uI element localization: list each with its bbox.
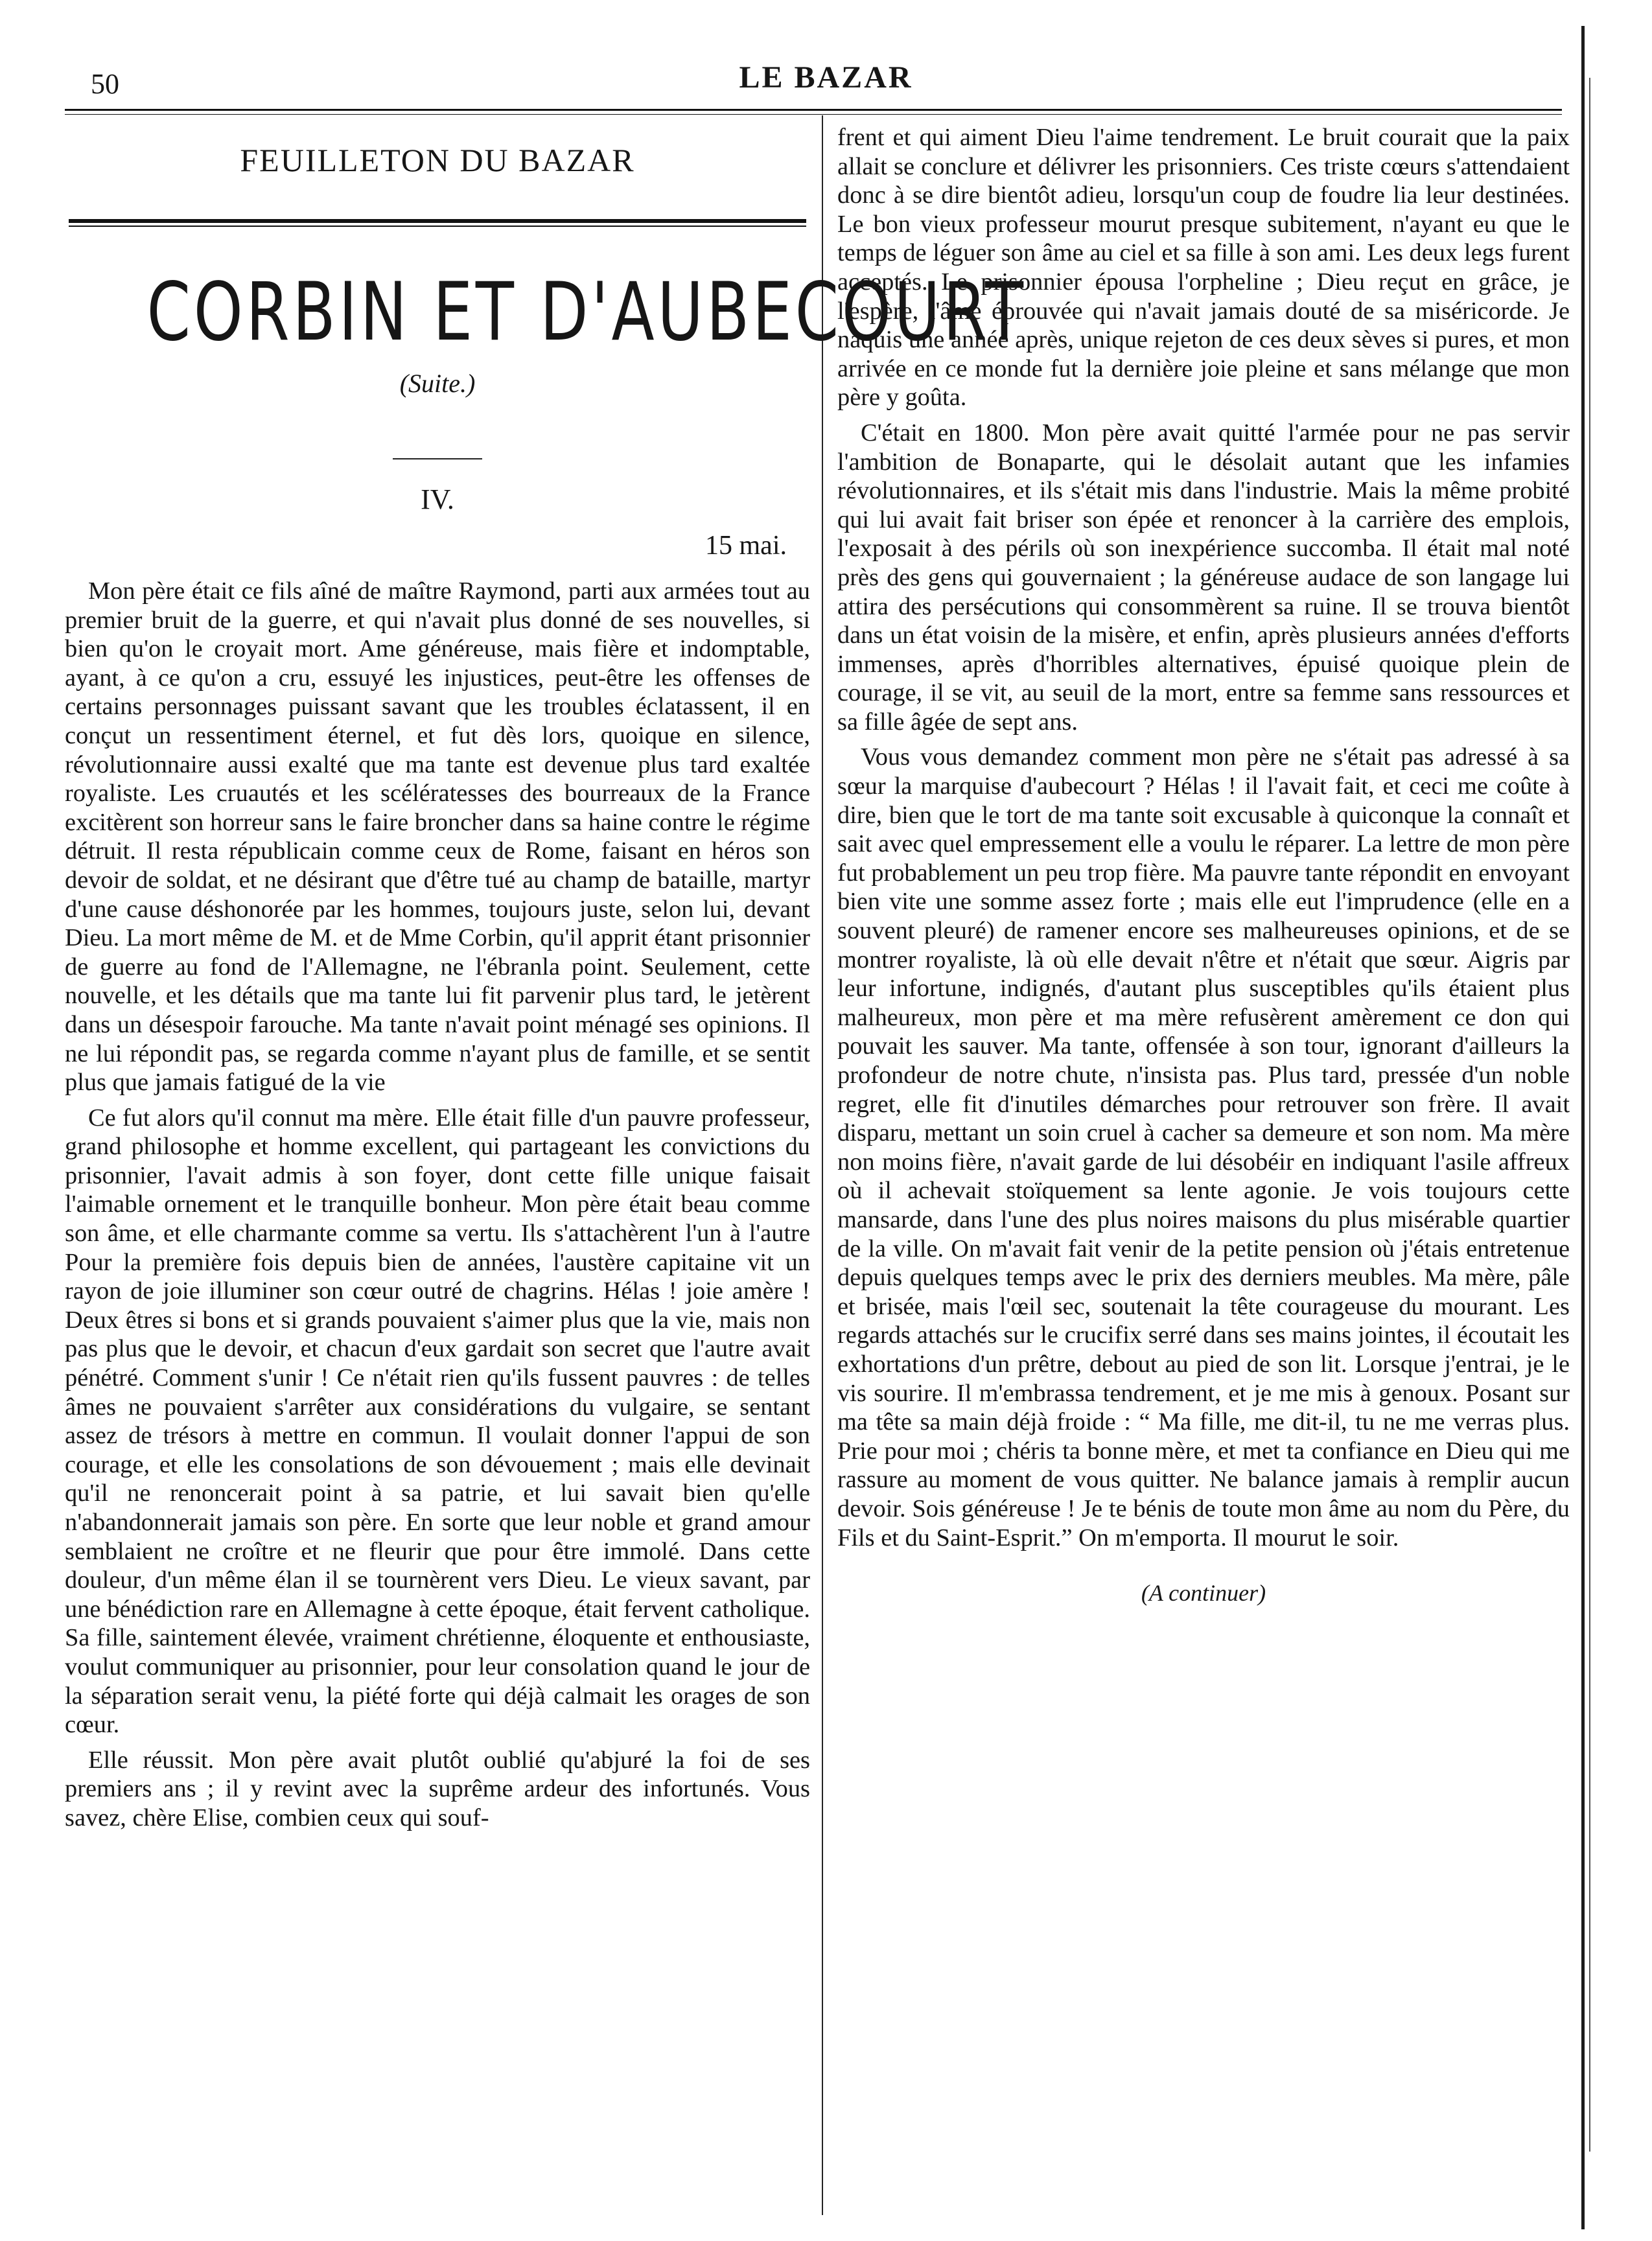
section-rule: [69, 219, 806, 227]
chapter-rule: [393, 458, 482, 459]
paragraph: C'était en 1800. Mon père avait quitté l'armée pour ne pas servir l'ambition de Bonaparte, qui le désolait autant que les infamies révolutionnaires, et ils s'était mis dans l'industrie. Mais la même probité qui lui avait fait briser son épée et renoncer à la carrière des emplois, l'exposait à des périls où son inexpérience succomba. Il était mal noté près des gens qui gouvernaient ; la généreuse audace de son langage lui attira des persécutions qui consommèrent sa ruine. Il se trouva bientôt dans un état voisin de la misère, et enfin, après plusieurs années d'efforts immenses, après d'horribles alternatives, épuisé quoique plein de courage, il se vit, au seuil de la mort, entre sa femme sans ressources et sa fille âgée de sept ans.: [837, 419, 1570, 736]
feuilleton-heading: FEUILLETON DU BAZAR: [240, 142, 635, 178]
left-body: [65, 577, 810, 1833]
chapter-number: IV.: [421, 483, 454, 515]
left-column: [65, 123, 1027, 1833]
page-number: 50: [91, 68, 119, 100]
binding-edge-shadow: [1589, 78, 1590, 2152]
paragraph: frent et qui aiment Dieu l'aime tendrement. Le bruit courait que la paix allait se conclure et délivrer les prisonniers. Ces triste cœurs s'attendaient donc à se dire bientôt adieu, lorsqu'un coup de foudre lia leur destinées. Le bon vieux professeur mourut presque subitement, n'ayant eu que le temps de léguer son âme au ciel et sa fille à son ami. Les deux legs furent acceptés. Le prisonnier épousa l'orpheline ; Dieu reçut en grâce, je l'espère, l'âme éprouvée qui n'avait jamais douté de sa miséricorde. Je naquis une année après, unique rejeton de ces deux sèves si pures, et mon arrivée en ce monde fut la dernière joie pleine et sans mélange que mon père y goûta.: [837, 124, 1570, 412]
novel-title: CORBIN ET D'AUBECOURT: [146, 266, 1027, 359]
column-divider: [822, 115, 823, 2215]
subtitle: (Suite.): [399, 369, 476, 398]
date-line: 15 mai.: [705, 531, 787, 561]
paragraph: Ce fut alors qu'il connut ma mère. Elle était fille d'un pauvre professeur, grand philosophe et homme excellent, qui partageant les convictions du prisonnier, l'avait admis à son foyer, dont cette fille unique faisait l'aimable ornement et le tranquille bonheur. Mon père était beau comme son âme, et elle charmante comme sa vertu. Ils s'attachèrent l'un à l'autre Pour la première fois depuis bien de années, l'austère capitaine vit un rayon de joie illuminer son cœur outré de chagrins. Hélas ! joie amère ! Deux êtres si bons et si grands pouvaient s'aimer plus que la vie, mais non pas plus que le devoir, et chacun d'eux gardait son secret que l'autre avait pénétré. Comment s'unir ! Ce n'était rien qu'ils fussent pauvres : de telles âmes ne pouvaient s'arrêter aux considérations du vulgaire, se sentant assez de trésors à mettre en commun. Il voulait donner l'appui de son courage, et elle les consolations de son dévouement ; mais elle devinait qu'il ne renoncerait point à sa patrie, et lui savait bien qu'elle n'abandonnerait jamais son père. En sorte que leur noble et grand amour semblaient ne croître et ne fleurir que pour être immolé. Dans cette douleur, d'un même élan il se tournèrent vers Dieu. Le vieux savant, par une bénédiction rare en Allemagne à cette époque, était fervent catholique. Sa fille, saintement élevée, vraiment chrétienne, éloquente et enthousiaste, voulut communiquer au prisonnier, pour leur consolation quand le jour de la séparation serait venu, la piété forte qui déjà calmait les orages de son cœur.: [65, 1104, 810, 1739]
paragraph: Mon père était ce fils aîné de maître Raymond, parti aux armées tout au premier bruit de la guerre, et qui n'avait plus donné de ses nouvelles, si bien qu'on le croyait mort. Ame généreuse, mais fière et indomptable, ayant, à ce qu'on a cru, essuyé les injustices, peut-être les offenses de certains personnages puissant savant que les troubles éclatassent, il en conçut un ressentiment éternel, et fut dès lors, quoique en silence, révolutionnaire aussi exalté que ma tante est devenue plus tard exaltée royaliste. Les cruautés et les scélératesses des bourreaux de la France excitèrent son horreur sans le faire broncher dans sa haine contre le régime détruit. Il resta républicain comme ceux de Rome, faisant en héros son devoir de soldat, et ne désirant que d'être tué au champ de bataille, martyr d'une cause déshonorée par les hommes, toujours juste, selon lui, devant Dieu. La mort même de M. et de Mme Corbin, qu'il apprit étant prisonnier de guerre au fond de l'Allemagne, ne l'ébranla point. Seulement, cette nouvelle, et les détails que ma tante lui fit parvenir plus tard, le jetèrent dans un désespoir farouche. Ma tante n'avait point ménagé ses opinions. Il ne lui répondit pas, se regarda comme n'ayant plus de famille, et se sentit plus que jamais fatigué de la vie: [65, 577, 810, 1097]
paragraph: Elle réussit. Mon père avait plutôt oublié qu'abjuré la foi de ses premiers ans ; il y revint avec la suprême ardeur des infortunés. Vous savez, chère Elise, combien ceux qui souf-: [65, 1746, 810, 1831]
binding-edge: [1581, 26, 1585, 2229]
to-be-continued: (A continuer): [1141, 1580, 1266, 1607]
header-rule: [65, 109, 1562, 115]
paragraph: Vous vous demandez comment mon père ne s'était pas adressé à sa sœur la marquise d'aubecourt ? Hélas ! il l'avait fait, et ceci me coûte à dire, bien que le tort de ma tante soit excusable à quiconque la connaît et sait avec quel empressement elle a voulu le réparer. La lettre de mon père fut probablement un peu trop fière. Ma pauvre tante répondit en envoyant bien vite une somme assez forte ; mais elle eut l'imprudence (elle en a souvent pleuré) de ramener encore ses malheureuses opinions, et de se montrer royaliste, là où elle devait n'être et n'était que sœur. Aigris par leur infortune, indignés, d'autant plus susceptibles qu'ils étaient plus malheureux, mon père et ma mère refusèrent amèrement ce don qui pouvait les sauver. Ma tante, offensée à son tour, ignorant d'ailleurs la profondeur de notre chute, n'insista pas. Plus tard, pressée d'un noble regret, elle fit d'inutiles démarches pour retrouver son frère. Il avait disparu, mettant un soin cruel à cacher sa demeure et son nom. Ma mère non moins fière, n'avait garde de lui désobéir en indiquant l'asile affreux où il achevait stoïquement sa lente agonie. Je vois toujours cette mansarde, dans l'une des plus noires maisons du plus misérable quartier de la ville. On m'avait fait venir de la petite pension où j'étais entretenue depuis quelques temps avec le prix des derniers meubles. Ma mère, pâle et brisée, mais l'œil sec, soutenait la tête courageuse du mourant. Les regards attachés sur le crucifix serré dans ses mains jointes, il écoutait les exhortations d'un prêtre, debout au pied de son lit. Lorsque j'entrai, je le vis sourire. Il m'embrassa tendrement, et je me mis à genoux. Posant sur ma tête sa main déjà froide : “ Ma fille, me dit-il, tu ne me verras plus. Prie pour moi ; chéris ta bonne mère, et met ta confiance en Dieu qui me rassure au moment de vous quitter. Ne balance jamais à remplir aucun devoir. Sois généreuse ! Je te bénis de toute mon âme au nom du Père, du Fils et du Saint-Esprit.” On m'emporta. Il mourut le soir.: [837, 743, 1570, 1551]
right-column: [837, 123, 1570, 1607]
running-head: LE BAZAR: [739, 60, 913, 95]
